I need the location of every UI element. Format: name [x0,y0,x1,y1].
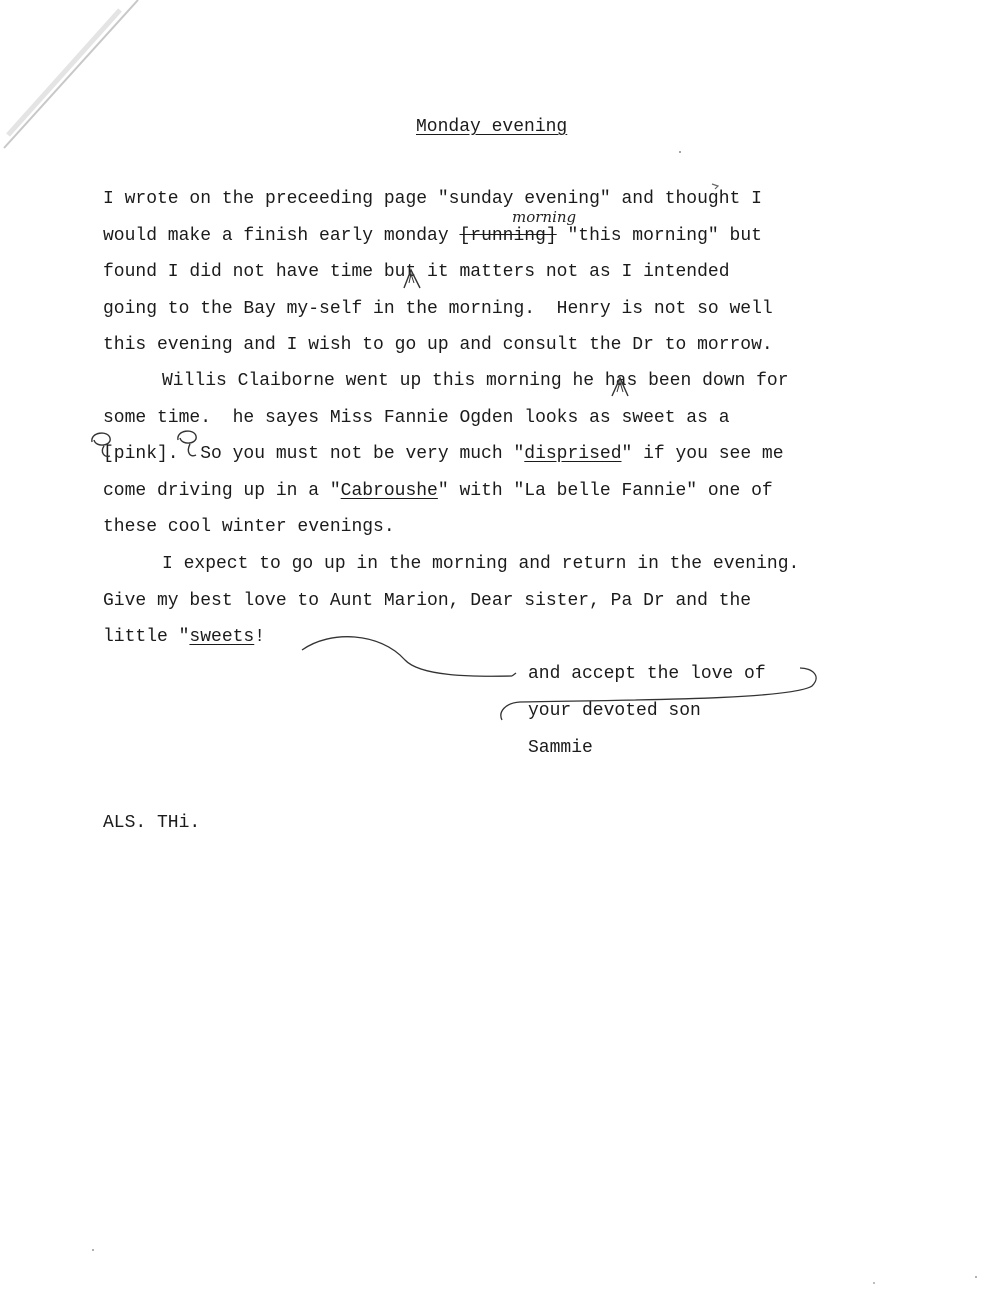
handwritten-swoosh [302,637,512,677]
paragraph-2-line-5: these cool winter evenings. [103,517,395,537]
source-note: ALS. THi. [103,813,201,833]
text-segment: come driving up in a " [103,481,341,501]
scan-edge-shadow [8,10,120,135]
page-title: Monday evening [416,117,568,137]
paragraph-2-line-3 [103,444,784,464]
scan-speck [975,1276,977,1278]
text-segment: " if you see me [621,444,784,464]
paragraph-1-line-1: I wrote on the preceeding page "sunday evening" and thought I [103,189,762,209]
text-segment: would make a finish early monday [103,226,460,246]
underlined-word: sweets [189,627,255,647]
paragraph-2-line-1: Willis Claiborne went up this morning he has been down for [162,371,789,391]
paragraph-1-line-5: this evening and I wish to go up and consult the Dr to morrow. [103,335,773,355]
text-segment: ! [254,627,266,647]
paragraph-3-line-2: Give my best love to Aunt Marion, Dear sister, Pa Dr and the [103,591,752,611]
paragraph-1-line-2 [103,226,762,246]
scan-speck [679,151,681,153]
text-segment: little " [103,627,190,647]
struck-word: [running] [459,226,557,246]
underlined-word: disprised [524,444,622,464]
text-segment: " with "La belle Fannie" one of [437,481,773,501]
paragraph-3-line-1: I expect to go up in the morning and return in the evening. [162,554,800,574]
text-segment: but it matters not as I intended [373,262,730,282]
paragraph-1-line-4: going to the Bay my-self in the morning. Henry is not so well [103,299,773,319]
paragraph-2-line-4 [103,481,773,501]
text-segment: [pink]. So you must not be very much " [103,444,525,464]
scan-speck [873,1282,875,1284]
closing-line-1: and accept the love of [528,664,766,684]
scan-edge-mark [4,0,138,148]
paragraph-3-line-3 [103,627,265,647]
text-segment: "this morning" but [556,226,762,246]
handwritten-swoosh-end [512,673,516,676]
paragraph-2-line-2: some time. he sayes Miss Fannie Ogden looks as sweet as a [103,408,730,428]
text-segment: found I did not have time [103,262,374,282]
underlined-word: Cabroushe [340,481,438,501]
scan-speck [92,1249,94,1251]
handwritten-correction: morning [512,208,577,226]
signature: Sammie [528,738,593,758]
paragraph-1-line-3 [103,262,730,282]
closing-line-2: your devoted son [528,701,701,721]
